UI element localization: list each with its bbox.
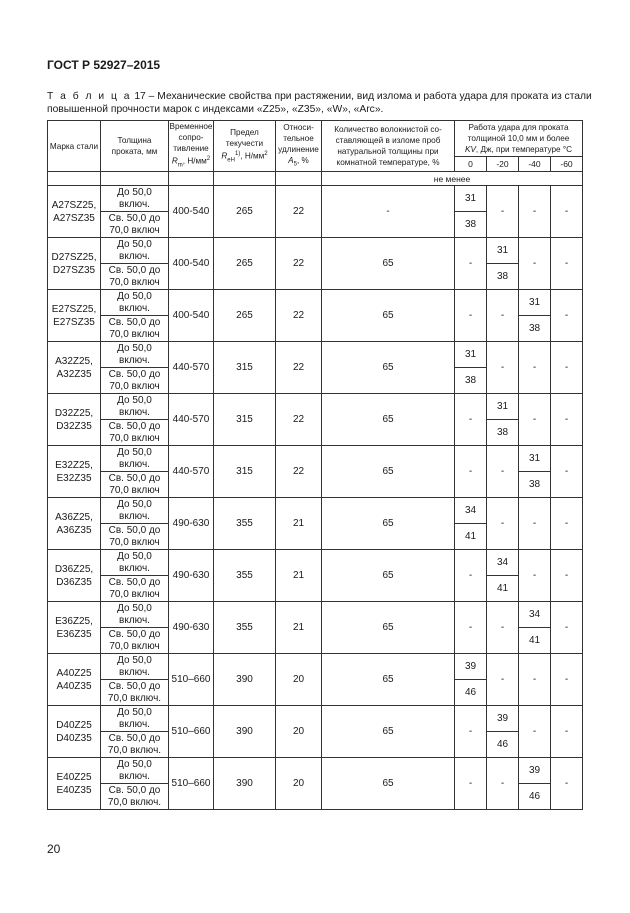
table-caption: [47, 90, 595, 116]
header-elongation: [276, 121, 322, 172]
tensile-strength-cell: 400-540: [169, 238, 214, 290]
fibrous-cell: 65: [322, 290, 455, 342]
impact-energy-cell: 31: [487, 394, 519, 420]
thickness-cell: До 50,0 включ.: [101, 186, 169, 212]
document-header: ГОСТ Р 52927–2015: [47, 58, 161, 72]
tensile-strength-cell: 510–660: [169, 654, 214, 706]
impact-energy-cell: 31: [455, 342, 487, 368]
impact-energy-cell: 38: [487, 264, 519, 290]
tensile-strength-cell: 400-540: [169, 186, 214, 238]
caption-prefix: Т а б л и ц а: [47, 91, 132, 102]
impact-energy-cell: -: [519, 654, 551, 706]
header-a5-sub: 5: [293, 161, 297, 168]
thickness-cell: Св. 50,0 до 70,0 включ: [101, 420, 169, 446]
elongation-cell: 22: [276, 446, 322, 498]
grade-line-2: E32Z35: [56, 472, 92, 484]
grade-cell: [48, 290, 101, 342]
impact-energy-cell: -: [519, 706, 551, 758]
header-reh-sub: eH: [227, 156, 235, 163]
tensile-strength-cell: 510–660: [169, 758, 214, 810]
header-temp-0: 0: [455, 157, 487, 172]
elongation-cell: 20: [276, 654, 322, 706]
grade-cell: [48, 342, 101, 394]
impact-energy-cell: -: [551, 550, 583, 602]
impact-energy-cell: -: [551, 290, 583, 342]
header-spacer: [276, 172, 322, 186]
page-number: 20: [47, 842, 61, 856]
tensile-strength-cell: 440-570: [169, 342, 214, 394]
impact-energy-cell: -: [551, 498, 583, 550]
thickness-cell: Св. 50,0 до 70,0 включ: [101, 212, 169, 238]
grade-line-2: A40Z35: [56, 680, 92, 692]
table-row: [48, 550, 583, 576]
tensile-strength-cell: 440-570: [169, 394, 214, 446]
grade-line-2: D27SZ35: [52, 264, 96, 276]
header-kv-symbol: KV: [464, 145, 476, 155]
header-spacer: [169, 172, 214, 186]
fibrous-cell: -: [322, 186, 455, 238]
yield-strength-cell: 315: [214, 394, 276, 446]
tensile-strength-cell: 490-630: [169, 550, 214, 602]
yield-strength-cell: 355: [214, 498, 276, 550]
table-row: [48, 758, 583, 784]
tensile-strength-cell: 490-630: [169, 498, 214, 550]
impact-energy-cell: -: [455, 602, 487, 654]
impact-energy-cell: -: [487, 498, 519, 550]
header-rm-unit: , Н/мм: [182, 156, 207, 166]
grade-line-1: E27SZ25,: [51, 303, 97, 315]
impact-energy-cell: -: [455, 394, 487, 446]
impact-energy-cell: 34: [487, 550, 519, 576]
fibrous-cell: 65: [322, 342, 455, 394]
grade-line-2: E40Z35: [56, 784, 92, 796]
grade-line-1: A40Z25: [56, 667, 92, 679]
elongation-cell: 22: [276, 394, 322, 446]
impact-energy-cell: -: [487, 446, 519, 498]
table-row: [48, 446, 583, 472]
impact-energy-cell: -: [455, 758, 487, 810]
caption-number: 17: [131, 91, 146, 102]
yield-strength-cell: 355: [214, 550, 276, 602]
impact-energy-cell: -: [455, 238, 487, 290]
impact-energy-cell: -: [487, 342, 519, 394]
impact-energy-cell: 31: [519, 446, 551, 472]
impact-energy-cell: 31: [487, 238, 519, 264]
thickness-cell: Св. 50,0 до 70,0 включ: [101, 472, 169, 498]
yield-strength-cell: 265: [214, 186, 276, 238]
tensile-strength-cell: 510–660: [169, 706, 214, 758]
elongation-cell: 22: [276, 290, 322, 342]
grade-line-2: A36Z35: [56, 524, 92, 536]
grade-line-2: E36Z35: [56, 628, 92, 640]
caption-text: – Механические свойства при растяжении, вид излома и работа удара для проката из стали повышенной прочности марок с индексами «Z25», «Z35», «W», «Arc».: [47, 91, 592, 115]
impact-energy-cell: 34: [519, 602, 551, 628]
grade-cell: [48, 706, 101, 758]
grade-line-2: D40Z35: [56, 732, 92, 744]
table-row: [48, 186, 583, 212]
table-row: [48, 498, 583, 524]
header-reh-unit: , Н/мм: [240, 151, 265, 161]
header-spacer: [48, 172, 101, 186]
header-rm-symbol: R: [171, 156, 178, 166]
header-temp-20: -20: [487, 157, 519, 172]
tensile-strength-cell: 440-570: [169, 446, 214, 498]
header-reh-sup: 1): [234, 150, 241, 157]
impact-energy-cell: 38: [455, 368, 487, 394]
header-a5-symbol: A: [288, 155, 294, 165]
impact-energy-cell: -: [455, 706, 487, 758]
impact-energy-cell: -: [551, 758, 583, 810]
table-row: [48, 394, 583, 420]
table-row: [48, 654, 583, 680]
grade-cell: [48, 654, 101, 706]
impact-energy-cell: -: [551, 602, 583, 654]
header-reh-symbol: R: [221, 151, 228, 161]
thickness-cell: До 50,0 включ.: [101, 550, 169, 576]
elongation-cell: 22: [276, 186, 322, 238]
header-reh-text: Предел текучести: [225, 127, 264, 148]
grade-line-1: E32Z25,: [55, 459, 93, 471]
header-temp-40: -40: [519, 157, 551, 172]
grade-line-1: D36Z25,: [54, 563, 94, 575]
impact-energy-cell: -: [487, 602, 519, 654]
grade-cell: [48, 394, 101, 446]
fibrous-cell: 65: [322, 238, 455, 290]
impact-energy-cell: -: [551, 706, 583, 758]
elongation-cell: 22: [276, 342, 322, 394]
thickness-cell: Св. 50,0 до 70,0 включ.: [101, 732, 169, 758]
header-rm-text: Временное сопротивление: [169, 122, 213, 153]
header-impact-energy: [455, 121, 583, 157]
grade-line-2: A32Z35: [56, 368, 92, 380]
impact-energy-cell: -: [455, 550, 487, 602]
table-row: [48, 290, 583, 316]
grade-cell: [48, 238, 101, 290]
thickness-cell: Св. 50,0 до 70,0 включ: [101, 524, 169, 550]
thickness-cell: Св. 50,0 до 70,0 включ: [101, 316, 169, 342]
grade-line-2: A27SZ35: [53, 212, 95, 224]
impact-energy-cell: 39: [519, 758, 551, 784]
tensile-strength-cell: 400-540: [169, 290, 214, 342]
impact-energy-cell: -: [551, 186, 583, 238]
grade-cell: [48, 498, 101, 550]
grade-cell: [48, 550, 101, 602]
yield-strength-cell: 355: [214, 602, 276, 654]
grade-line-1: E36Z25,: [55, 615, 93, 627]
impact-energy-cell: 39: [455, 654, 487, 680]
header-rm-sub: m: [177, 162, 183, 169]
elongation-cell: 20: [276, 758, 322, 810]
header-kv-unit: , Дж, при температуре °С: [475, 145, 573, 155]
impact-energy-cell: 41: [487, 576, 519, 602]
thickness-cell: До 50,0 включ.: [101, 238, 169, 264]
impact-energy-cell: 46: [487, 732, 519, 758]
fibrous-cell: 65: [322, 602, 455, 654]
thickness-cell: Св. 50,0 до 70,0 включ: [101, 628, 169, 654]
thickness-cell: Св. 50,0 до 70,0 включ.: [101, 784, 169, 810]
table-body: [48, 186, 583, 810]
impact-energy-cell: 41: [519, 628, 551, 654]
fibrous-cell: 65: [322, 446, 455, 498]
grade-line-1: A27SZ25,: [51, 199, 97, 211]
header-spacer: [214, 172, 276, 186]
impact-energy-cell: 41: [455, 524, 487, 550]
impact-energy-cell: -: [455, 290, 487, 342]
impact-energy-cell: -: [519, 342, 551, 394]
yield-strength-cell: 265: [214, 290, 276, 342]
table-row: [48, 342, 583, 368]
grade-line-2: D36Z35: [56, 576, 92, 588]
header-rm-sup: 2: [206, 156, 211, 162]
grade-line-1: D32Z25,: [54, 407, 94, 419]
impact-energy-cell: 38: [487, 420, 519, 446]
thickness-cell: До 50,0 включ.: [101, 446, 169, 472]
tensile-strength-cell: 490-630: [169, 602, 214, 654]
elongation-cell: 21: [276, 602, 322, 654]
grade-cell: [48, 758, 101, 810]
thickness-cell: До 50,0 включ.: [101, 602, 169, 628]
thickness-cell: До 50,0 включ.: [101, 758, 169, 784]
impact-energy-cell: -: [551, 446, 583, 498]
header-not-less: не менее: [322, 172, 583, 186]
grade-line-2: E27SZ35: [53, 316, 95, 328]
header-thickness: Толщина проката, мм: [101, 121, 169, 172]
elongation-cell: 20: [276, 706, 322, 758]
impact-energy-cell: -: [487, 758, 519, 810]
table-row: [48, 602, 583, 628]
header-temp-60: -60: [551, 157, 583, 172]
yield-strength-cell: 390: [214, 654, 276, 706]
impact-energy-cell: -: [519, 498, 551, 550]
impact-energy-cell: 38: [455, 212, 487, 238]
grade-line-1: E40Z25: [56, 771, 92, 783]
grade-cell: [48, 602, 101, 654]
impact-energy-cell: -: [487, 290, 519, 342]
fibrous-cell: 65: [322, 706, 455, 758]
header-reh-sup2: 2: [264, 150, 268, 157]
impact-energy-cell: -: [551, 654, 583, 706]
thickness-cell: Св. 50,0 до 70,0 включ.: [101, 680, 169, 706]
impact-energy-cell: 31: [455, 186, 487, 212]
fibrous-cell: 65: [322, 394, 455, 446]
thickness-cell: До 50,0 включ.: [101, 706, 169, 732]
header-tensile-strength: [169, 121, 214, 172]
impact-energy-cell: 34: [455, 498, 487, 524]
yield-strength-cell: 265: [214, 238, 276, 290]
impact-energy-cell: 38: [519, 316, 551, 342]
thickness-cell: До 50,0 включ.: [101, 394, 169, 420]
grade-line-1: A32Z25,: [55, 355, 93, 367]
fibrous-cell: 65: [322, 654, 455, 706]
mechanical-properties-table: [47, 120, 583, 810]
header-kv-text: Работа удара для проката толщиной 10,0 мм и более: [467, 123, 570, 144]
yield-strength-cell: 390: [214, 706, 276, 758]
impact-energy-cell: -: [519, 238, 551, 290]
fibrous-cell: 65: [322, 550, 455, 602]
grade-line-1: A36Z25,: [55, 511, 93, 523]
thickness-cell: Св. 50,0 до 70,0 включ: [101, 576, 169, 602]
table-row: [48, 706, 583, 732]
impact-energy-cell: 38: [519, 472, 551, 498]
header-yield-strength: [214, 121, 276, 172]
header-a5-unit: , %: [296, 155, 309, 165]
thickness-cell: Св. 50,0 до 70,0 включ: [101, 368, 169, 394]
impact-energy-cell: 31: [519, 290, 551, 316]
grade-cell: [48, 446, 101, 498]
header-fibrous-fraction: Количество волокнистой составляющей в изломе проб натуральной толщины при комнатной температуре, %: [322, 121, 455, 172]
yield-strength-cell: 315: [214, 446, 276, 498]
impact-energy-cell: -: [519, 550, 551, 602]
thickness-cell: До 50,0 включ.: [101, 342, 169, 368]
grade-line-1: D40Z25: [56, 719, 92, 731]
impact-energy-cell: -: [519, 394, 551, 446]
impact-energy-cell: 46: [455, 680, 487, 706]
thickness-cell: До 50,0 включ.: [101, 498, 169, 524]
thickness-cell: До 50,0 включ.: [101, 290, 169, 316]
impact-energy-cell: 39: [487, 706, 519, 732]
yield-strength-cell: 315: [214, 342, 276, 394]
impact-energy-cell: 46: [519, 784, 551, 810]
impact-energy-cell: -: [487, 654, 519, 706]
elongation-cell: 21: [276, 550, 322, 602]
fibrous-cell: 65: [322, 498, 455, 550]
impact-energy-cell: -: [551, 394, 583, 446]
fibrous-cell: 65: [322, 758, 455, 810]
thickness-cell: До 50,0 включ.: [101, 654, 169, 680]
header-a5-text: Относительное удлинение: [278, 122, 319, 154]
grade-cell: [48, 186, 101, 238]
table-row: [48, 238, 583, 264]
impact-energy-cell: -: [551, 238, 583, 290]
thickness-cell: Св. 50,0 до 70,0 включ: [101, 264, 169, 290]
impact-energy-cell: -: [551, 342, 583, 394]
impact-energy-cell: -: [519, 186, 551, 238]
yield-strength-cell: 390: [214, 758, 276, 810]
grade-line-1: D27SZ25,: [51, 251, 97, 263]
impact-energy-cell: -: [455, 446, 487, 498]
grade-line-2: D32Z35: [56, 420, 92, 432]
impact-energy-cell: -: [487, 186, 519, 238]
elongation-cell: 21: [276, 498, 322, 550]
header-grade: Марка стали: [48, 121, 101, 172]
elongation-cell: 22: [276, 238, 322, 290]
header-spacer: [101, 172, 169, 186]
